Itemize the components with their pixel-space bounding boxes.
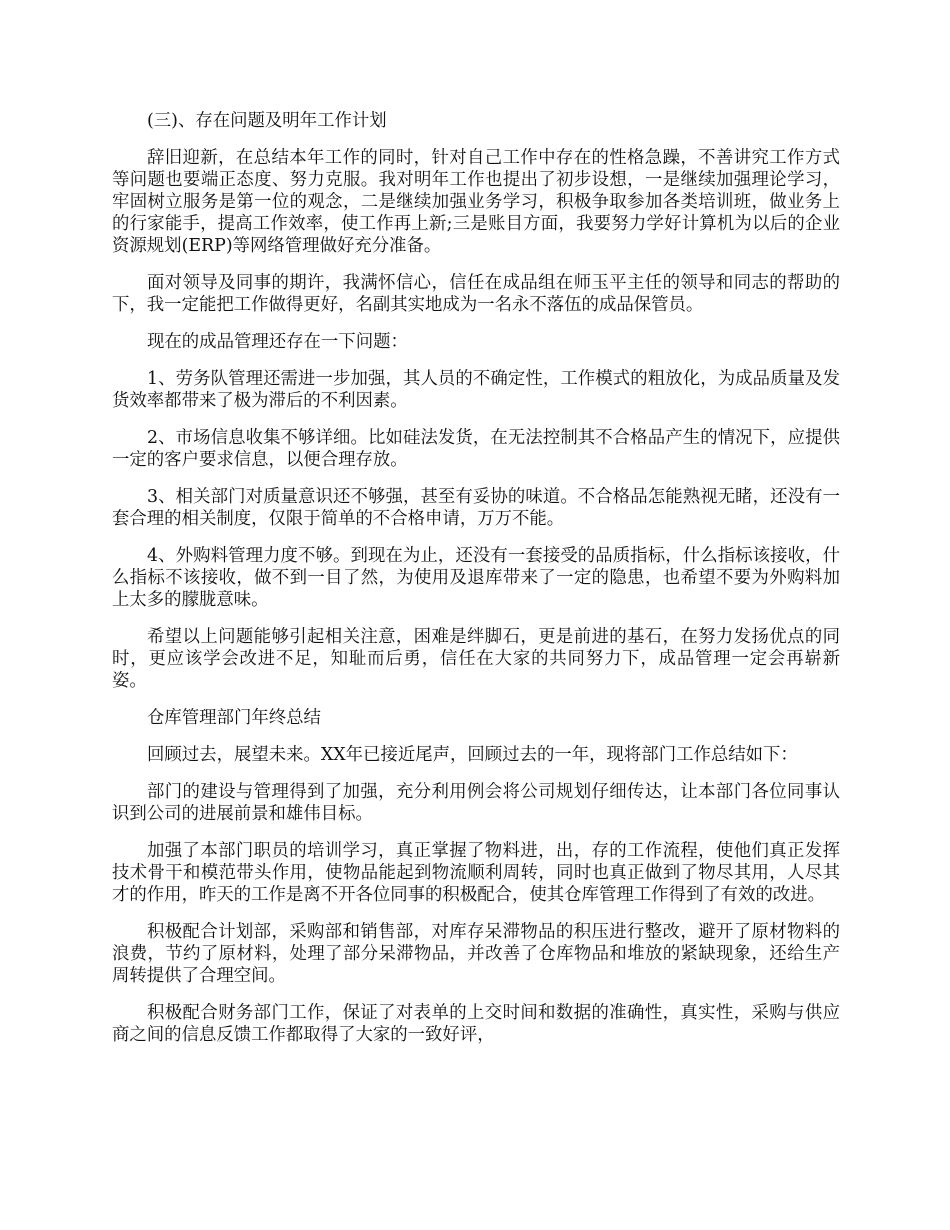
list-item: 2、市场信息收集不够详细。比如硅法发货，在无法控制其不合格品产生的情况下，应提供一定的客户要求信息，以便合理存放。 xyxy=(112,428,840,470)
list-item: 3、相关部门对质量意识还不够强，甚至有妥协的味道。不合格品怎能熟视无睹，还没有一套合理的相关制度，仅限于简单的不合格申请，万万不能。 xyxy=(112,487,840,529)
paragraph: 希望以上问题能够引起相关注意，困难是绊脚石，更是前进的基石，在努力发扬优点的同时，更应该学会改进不足，知耻而后勇，信任在大家的共同努力下，成品管理一定会再崭新姿。 xyxy=(112,627,840,691)
paragraph: 回顾过去，展望未来。XX年已接近尾声，回顾过去的一年，现将部门工作总结如下： xyxy=(147,745,798,765)
paragraph: 辞旧迎新，在总结本年工作的同时，针对自己工作中存在的性格急躁，不善讲究工作方式等问题也要端正态度、努力克服。我对明年工作也提出了初步设想，一是继续加强理论学习，牢固树立服务是第一位的观念，二是继续加强业务学习，积极争取参加各类培训班，做业务上的行家能手，提高工作效率，使工作再上新;三是账目方面，我要努力学好计算机为以后的企业资源规划(ERP)等网络管理做好充分准备。 xyxy=(112,148,840,256)
paragraph: 积极配合计划部，采购部和销售部，对库存呆滞物品的积压进行整改，避开了原材物料的浪费，节约了原材料，处理了部分呆滞物品，并改善了仓库物品和堆放的紧缺现象，还给生产周转提供了合理空间。 xyxy=(112,922,840,986)
document-body xyxy=(112,110,840,1061)
paragraph: 现在的成品管理还存在一下问题： xyxy=(147,332,408,352)
section-heading: (三)、存在问题及明年工作计划 xyxy=(147,111,387,131)
paragraph: 部门的建设与管理得到了加强，充分利用例会将公司规划仔细传达，让本部门各位同事认识到公司的进展前景和雄伟目标。 xyxy=(112,782,840,824)
paragraph: 面对领导及同事的期许，我满怀信心，信任在成品组在师玉平主任的领导和同志的帮助的下，我一定能把工作做得更好，名副其实地成为一名永不落伍的成品保管员。 xyxy=(112,273,840,315)
paragraph: 积极配合财务部门工作，保证了对表单的上交时间和数据的准确性，真实性，采购与供应商之间的信息反馈工作都取得了大家的一致好评， xyxy=(112,1003,840,1045)
list-item: 4、外购料管理力度不够。到现在为止，还没有一套接受的品质指标，什么指标该接收，什么指标不该接收，做不到一目了然，为使用及退库带来了一定的隐患，也希望不要为外购料加上太多的朦胧意味。 xyxy=(112,546,840,610)
list-item: 1、劳务队管理还需进一步加强，其人员的不确定性，工作模式的粗放化，为成品质量及发货效率都带来了极为滞后的不利因素。 xyxy=(112,369,840,411)
paragraph: 加强了本部门职员的培训学习，真正掌握了物料进，出，存的工作流程，使他们真正发挥技术骨干和模范带头作用，使物品能起到物流顺利周转，同时也真正做到了物尽其用，人尽其才的作用，昨天的工作是离不开各位同事的积极配合，使其仓库管理工作得到了有效的改进。 xyxy=(112,841,840,905)
section-title: 仓库管理部门年终总结 xyxy=(147,708,321,728)
